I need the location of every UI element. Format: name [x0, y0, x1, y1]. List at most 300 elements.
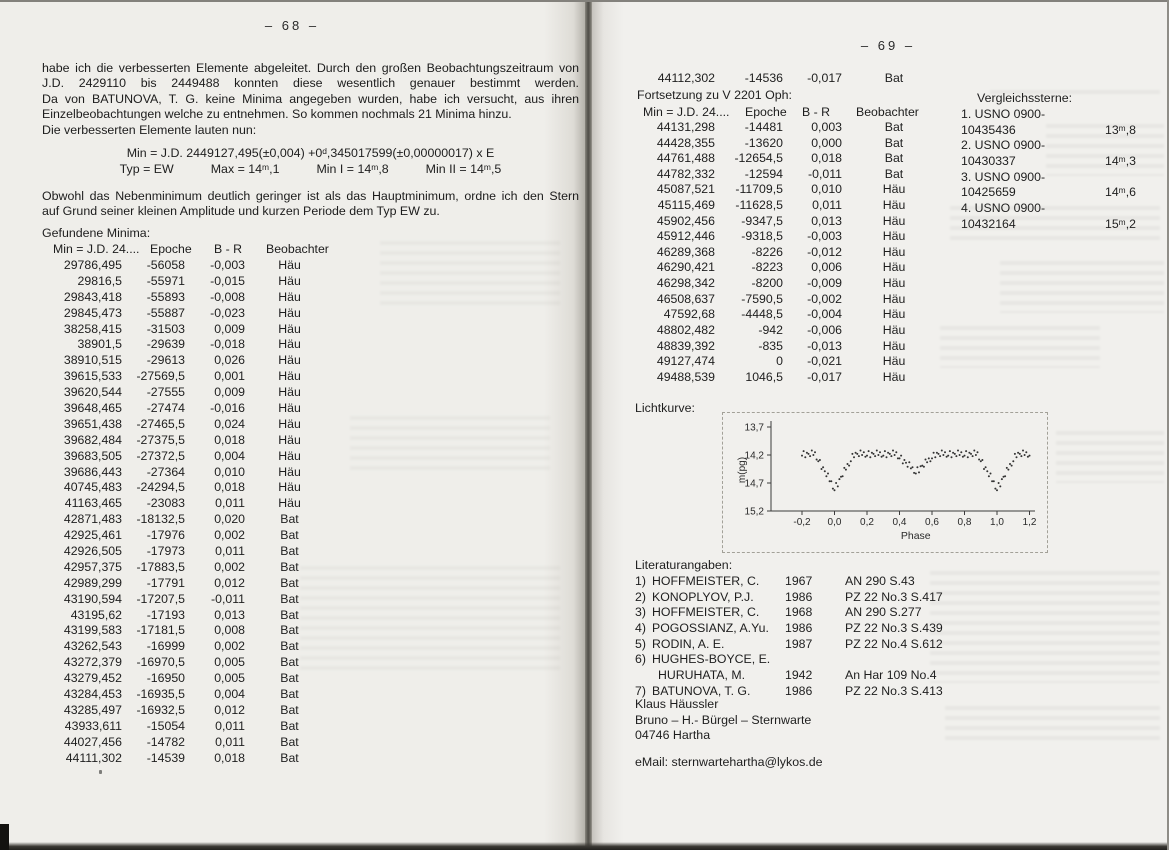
- reference-ref: An Har 109 No.4: [845, 668, 937, 683]
- paragraph-line: auf Grund seiner kleinen Amplitude und kurzen Periode dem Typ EW zu.: [42, 204, 440, 219]
- reference-item: [635, 637, 943, 653]
- reference-year: [785, 652, 845, 668]
- column-header-epoche: Epoche: [150, 242, 192, 256]
- svg-text:15,2: 15,2: [744, 506, 764, 518]
- lightcurve-title: Lichtkurve:: [635, 401, 695, 415]
- table-cell: -0,023: [210, 305, 245, 320]
- star-magnitude: 14ᵐ,3: [1105, 154, 1136, 169]
- paragraph-line: Die verbesserten Elemente lauten nun:: [42, 122, 257, 137]
- table-cell: 0,018: [214, 432, 245, 447]
- svg-text:13,7: 13,7: [744, 422, 764, 434]
- table-cell: 29786,495: [63, 258, 122, 272]
- table-cell: -16932,5: [136, 702, 185, 717]
- table-cell: 42925,461: [63, 528, 122, 543]
- minima-table-right: [642, 120, 937, 385]
- table-cell: 43262,543: [63, 639, 122, 654]
- table-cell: Häu: [882, 322, 906, 337]
- table-cell: -17791: [146, 575, 185, 590]
- table-cell: 0,012: [214, 575, 245, 590]
- star-catalog-id: 10435436: [961, 122, 1016, 137]
- star-magnitude: 15ᵐ,2: [1105, 216, 1136, 231]
- carryover-table-row: [642, 71, 937, 87]
- svg-text:0,2: 0,2: [860, 517, 874, 528]
- table-cell: 43199,583: [63, 623, 122, 638]
- table-cell: 0,002: [214, 559, 245, 574]
- reference-item: [635, 590, 943, 606]
- table-row: [50, 512, 332, 528]
- reference-ref: AN 290 S.277: [845, 605, 922, 620]
- table-cell: -14481: [744, 120, 783, 134]
- reference-year: 1986: [785, 589, 813, 604]
- svg-text:0,4: 0,4: [892, 517, 907, 528]
- svg-text:0,8: 0,8: [957, 517, 972, 528]
- table-cell: 40745,483: [63, 480, 122, 495]
- table-cell: -8223: [751, 260, 783, 275]
- table-row: [50, 274, 332, 290]
- table-cell: 44428,355: [656, 135, 715, 150]
- table-row: [50, 290, 332, 306]
- table-cell: Häu: [882, 354, 906, 369]
- table-row: [50, 337, 332, 353]
- table-row: [642, 182, 937, 198]
- star-magnitude: 13ᵐ,8: [1105, 122, 1136, 137]
- table-cell: Häu: [882, 369, 906, 384]
- table-cell: -8200: [751, 276, 783, 291]
- paragraph-line: Obwohl das Nebenminimum deutlich geringer ist als das Hauptminimum, ordne ich den Stern: [42, 189, 579, 203]
- star-catalog-id: 10430337: [961, 154, 1016, 169]
- column-header-beobachter: Beobachter: [856, 105, 919, 119]
- table-cell: Häu: [278, 353, 301, 368]
- table-cell: Häu: [278, 258, 301, 272]
- book-fold-shadow: [585, 0, 592, 850]
- table-cell: -0,017: [807, 71, 842, 85]
- table-cell: Bat: [884, 166, 904, 181]
- star-catalog-id: 10425659: [961, 185, 1016, 200]
- table-cell: Häu: [882, 338, 906, 353]
- table-row: [642, 307, 937, 323]
- page-number-left: – 68 –: [264, 18, 320, 33]
- table-cell: -0,008: [210, 289, 245, 304]
- table-cell: 46298,342: [656, 276, 715, 291]
- table-row: [50, 639, 332, 655]
- table-cell: Bat: [884, 151, 904, 166]
- table-cell: 0,008: [214, 623, 245, 638]
- reference-num: 1): [635, 574, 646, 588]
- table-row: [50, 385, 332, 401]
- table-cell: Häu: [278, 369, 301, 384]
- svg-text:0,6: 0,6: [925, 517, 939, 528]
- table-cell: -0,009: [807, 276, 842, 291]
- column-header-br: B - R: [214, 242, 243, 256]
- table-cell: -0,012: [807, 244, 842, 259]
- table-row: [642, 245, 937, 261]
- star-catalog-prefix: 3. USNO 0900-: [961, 169, 1046, 184]
- table-cell: -18132,5: [136, 512, 185, 527]
- table-cell: 43933,611: [64, 718, 122, 733]
- table-cell: 0,011: [215, 544, 245, 559]
- table-cell: -16950: [146, 671, 185, 686]
- table-cell: 43279,452: [63, 671, 122, 686]
- table-row: [642, 71, 937, 87]
- table-cell: Häu: [278, 448, 301, 463]
- table-cell: 0,018: [214, 480, 245, 495]
- table-cell: -0,011: [211, 591, 245, 606]
- table-cell: Häu: [882, 276, 906, 291]
- reference-item: [635, 652, 943, 668]
- table-cell: 44782,332: [656, 166, 715, 181]
- reference-ref: PZ 22 No.3 S.417: [845, 589, 943, 604]
- table-row: [642, 198, 937, 214]
- svg-text:14,2: 14,2: [744, 450, 764, 462]
- svg-text:Phase: Phase: [900, 530, 931, 542]
- table-cell: 0,011: [215, 496, 245, 511]
- comparison-star-item: [961, 170, 1161, 201]
- reference-ref: PZ 22 No.3 S.413: [845, 683, 943, 698]
- reference-ref: [845, 652, 943, 668]
- table-cell: 0,004: [214, 687, 245, 702]
- table-row: [642, 339, 937, 355]
- table-cell: 29845,473: [63, 305, 122, 320]
- min2-value: Min II = 14ᵐ,5: [425, 162, 502, 176]
- table-cell: 39651,438: [63, 416, 122, 431]
- reference-name: RODIN, A. E.: [652, 636, 725, 651]
- table-cell: -0,018: [210, 337, 245, 352]
- table-cell: 38258,415: [63, 321, 122, 336]
- table-cell: Häu: [278, 496, 301, 511]
- table-cell: 29816,5: [77, 273, 122, 288]
- table-cell: -27375,5: [136, 432, 185, 447]
- table-row: [642, 323, 937, 339]
- reference-num: 4): [635, 621, 646, 636]
- table-cell: 29843,418: [63, 289, 122, 304]
- table-cell: 39615,533: [63, 369, 122, 384]
- elements-formula-line: Min = J.D. 2449127,495(±0,004) +0ᵈ,345017599(±0,00000017) x E: [126, 146, 495, 160]
- minima-table-title: Gefundene Minima:: [42, 226, 151, 240]
- table-row: [50, 480, 332, 496]
- reference-ref: PZ 22 No.3 S.439: [845, 621, 943, 636]
- svg-text:0,0: 0,0: [827, 517, 842, 528]
- table-cell: 43195,62: [70, 607, 122, 622]
- star-magnitude: 14ᵐ,6: [1105, 185, 1136, 200]
- table-cell: Häu: [882, 213, 906, 228]
- table-cell: 45902,456: [656, 213, 715, 228]
- table-row: [50, 576, 332, 592]
- reference-item: [635, 621, 943, 637]
- reference-year: 1967: [785, 574, 813, 588]
- table-cell: 0,010: [214, 464, 245, 479]
- table-row: [50, 465, 332, 481]
- intro-paragraph: [42, 61, 579, 138]
- table-cell: 44111,302: [65, 750, 122, 765]
- table-cell: 0,012: [214, 702, 245, 717]
- table-cell: Häu: [278, 289, 301, 304]
- table-cell: 39648,465: [63, 401, 122, 416]
- reference-name: BATUNOVA, T. G.: [652, 683, 751, 698]
- table-cell: 0,002: [214, 528, 245, 543]
- contact-city: 04746 Hartha: [635, 728, 711, 742]
- table-cell: 45912,446: [656, 229, 715, 244]
- table-row: [50, 687, 332, 703]
- reference-item: [635, 668, 943, 684]
- reference-year: 1987: [785, 636, 813, 651]
- contact-name: Klaus Häussler: [635, 697, 719, 711]
- table-cell: -0,003: [210, 258, 245, 272]
- table-cell: 47592,68: [663, 307, 715, 322]
- table-cell: 49488,539: [656, 369, 715, 384]
- table-cell: 0,009: [214, 385, 245, 400]
- scan-speck: [99, 770, 102, 774]
- table-cell: -11628,5: [735, 198, 783, 213]
- paragraph-line: Einzelbeobachtungen welche zu entnehmen. So kommen nochmals 21 Minima hinzu.: [42, 107, 512, 122]
- paragraph-line: J.D. 2429110 bis 2449488 konnten diese wesentlich genauer bestimmt werden.: [42, 76, 579, 91]
- table-cell: Häu: [882, 198, 906, 213]
- reference-num: 3): [635, 605, 646, 620]
- table-cell: -12654,5: [734, 151, 783, 166]
- table-cell: 0,005: [214, 671, 245, 686]
- column-header-beobachter: Beobachter: [266, 242, 329, 256]
- column-header-epoche: Epoche: [745, 105, 787, 119]
- table-cell: Bat: [280, 687, 299, 702]
- table-cell: Bat: [280, 607, 299, 622]
- table-cell: -17193: [146, 607, 185, 622]
- table-row: [642, 167, 937, 183]
- table-cell: 42926,505: [63, 544, 122, 559]
- lightcurve-figure: [722, 412, 1048, 553]
- table-cell: -24294,5: [136, 480, 185, 495]
- type-max-min-line: [42, 162, 579, 176]
- table-cell: 0,006: [811, 260, 842, 275]
- table-cell: Bat: [280, 718, 299, 733]
- table-cell: -27569,5: [136, 369, 185, 384]
- comparison-star-item: [961, 201, 1161, 232]
- table-cell: -16935,5: [136, 687, 185, 702]
- table-row: [50, 703, 332, 719]
- table-cell: Häu: [278, 416, 301, 431]
- table-cell: 38901,5: [77, 337, 122, 352]
- table-cell: 43272,379: [63, 655, 122, 670]
- table-cell: -0,021: [807, 354, 842, 369]
- table-row: [642, 276, 937, 292]
- table-cell: -27372,5: [136, 448, 185, 463]
- svg-text:m(pg): m(pg): [737, 456, 748, 484]
- minima-table-left: [50, 258, 332, 767]
- table-cell: Häu: [278, 305, 301, 320]
- table-cell: Bat: [280, 512, 299, 527]
- table-row: [642, 136, 937, 152]
- scan-corner-mark: [0, 824, 9, 850]
- table-cell: -27364: [146, 464, 185, 479]
- table-row: [50, 592, 332, 608]
- contact-observatory: Bruno – H.- Bürgel – Sternwarte: [635, 712, 812, 727]
- star-catalog-prefix: 1. USNO 0900-: [961, 107, 1046, 121]
- table-cell: -11709,5: [735, 182, 783, 197]
- table-cell: 0,002: [214, 639, 245, 654]
- table-cell: 43190,594: [63, 591, 122, 606]
- table-cell: Häu: [882, 307, 906, 322]
- table-cell: -0,017: [807, 369, 842, 384]
- table-cell: Bat: [280, 750, 299, 765]
- table-cell: 45115,469: [657, 198, 715, 213]
- table-cell: 46508,637: [656, 291, 715, 306]
- table-cell: -29639: [146, 337, 185, 352]
- classification-paragraph: [42, 189, 579, 220]
- table-cell: 0,024: [214, 416, 245, 431]
- reference-year: 1968: [785, 605, 813, 620]
- table-cell: 0,000: [811, 135, 842, 150]
- table-row: [50, 401, 332, 417]
- reference-year: 1986: [785, 683, 813, 698]
- table-cell: 0,011: [812, 198, 842, 213]
- comparison-stars-title: Vergleichssterne:: [977, 91, 1073, 105]
- table-cell: -0,015: [210, 273, 245, 288]
- table-cell: 0,009: [214, 321, 245, 336]
- table-cell: 0,020: [214, 512, 245, 527]
- table-cell: -16999: [146, 639, 185, 654]
- table-row: [50, 544, 332, 560]
- table-cell: -14782: [146, 734, 185, 749]
- reference-year: 1942: [785, 668, 813, 683]
- table-cell: -942: [758, 322, 783, 337]
- table-cell: 0: [776, 354, 783, 369]
- column-header-br: B - R: [802, 105, 831, 119]
- table-cell: 44761,488: [656, 151, 715, 166]
- svg-text:14,7: 14,7: [744, 478, 764, 490]
- table-cell: Häu: [882, 260, 906, 275]
- table-cell: Bat: [884, 71, 904, 85]
- table-cell: Bat: [280, 623, 299, 638]
- table-row: [50, 655, 332, 671]
- table-cell: 0,026: [214, 353, 245, 368]
- table-cell: 44131,298: [656, 120, 715, 134]
- table-row: [50, 433, 332, 449]
- table-row: [50, 449, 332, 465]
- table-cell: 0,011: [215, 734, 245, 749]
- svg-text:1,2: 1,2: [1022, 517, 1037, 528]
- reference-name: KONOPLYOV, P.J.: [652, 589, 754, 604]
- email-line: eMail: sternwartehartha@lykos.de: [635, 755, 823, 769]
- reference-num: 5): [635, 636, 646, 651]
- table-row: [50, 671, 332, 687]
- paragraph-line: Da von BATUNOVA, T. G. keine Minima angegeben wurden, habe ich versucht, aus ihren: [42, 91, 579, 106]
- star-catalog-id: 10432164: [961, 216, 1016, 231]
- table-cell: Häu: [278, 401, 301, 416]
- table-row: [642, 292, 937, 308]
- table-row: [642, 229, 937, 245]
- comparison-star-item: [961, 138, 1161, 169]
- table-row: [642, 120, 937, 136]
- paragraph-line: habe ich die verbesserten Elemente abgeleitet. Durch den großen Beobachtungszeitraum von: [42, 61, 579, 75]
- table-cell: -56058: [146, 258, 185, 272]
- table-cell: Bat: [280, 575, 299, 590]
- comparison-star-item: [961, 107, 1161, 138]
- table-cell: Bat: [280, 544, 299, 559]
- table-cell: -55887: [146, 305, 185, 320]
- table-cell: -29613: [146, 353, 185, 368]
- table-cell: Bat: [884, 135, 904, 150]
- table-cell: 0,010: [811, 182, 842, 197]
- table-cell: -17976: [146, 528, 185, 543]
- table-cell: Häu: [882, 291, 906, 306]
- table-cell: Bat: [280, 702, 299, 717]
- table-cell: 0,011: [215, 718, 245, 733]
- table-cell: 48802,482: [656, 322, 715, 337]
- lightcurve-chart: [723, 413, 1047, 552]
- table-cell: -55971: [146, 273, 185, 288]
- column-header-jd: Min = J.D. 24....: [643, 105, 730, 119]
- reference-num: 7): [635, 683, 646, 698]
- table-cell: 0,018: [811, 151, 842, 166]
- table-cell: -0,004: [807, 307, 842, 322]
- table-cell: -13620: [744, 135, 783, 150]
- table-cell: 42957,375: [63, 559, 122, 574]
- table-cell: 39686,443: [63, 464, 122, 479]
- reference-item: [635, 605, 943, 621]
- table-row: [642, 151, 937, 167]
- table-cell: -17181,5: [136, 623, 185, 638]
- table-cell: 46290,421: [656, 260, 715, 275]
- table-cell: Häu: [278, 464, 301, 479]
- svg-text:1,0: 1,0: [990, 517, 1004, 528]
- table-cell: -17973: [146, 544, 185, 559]
- table-row: [50, 306, 332, 322]
- table-cell: -0,016: [210, 401, 245, 416]
- table-cell: Häu: [278, 385, 301, 400]
- table-cell: 41163,465: [64, 496, 122, 511]
- table-cell: 39682,484: [63, 432, 122, 447]
- reference-ref: AN 290 S.43: [845, 574, 915, 588]
- table-row: [50, 417, 332, 433]
- table-row: [50, 560, 332, 576]
- svg-text:-0,2: -0,2: [793, 517, 811, 528]
- table-cell: Bat: [280, 528, 299, 543]
- reference-item: [635, 574, 943, 590]
- table-cell: Häu: [882, 244, 906, 259]
- table-row: [50, 751, 332, 767]
- table-cell: -8226: [751, 244, 783, 259]
- table-row: [642, 260, 937, 276]
- scan-edge-bottom: [0, 842, 1169, 850]
- reference-num: 2): [635, 589, 646, 604]
- type-value: Typ = EW: [119, 162, 174, 176]
- table-cell: -9347,5: [741, 213, 783, 228]
- scan-edge-top: [0, 0, 1169, 2]
- table-cell: 38910,515: [63, 353, 122, 368]
- table-cell: 48839,392: [656, 338, 715, 353]
- reference-name: HUGHES-BOYCE, E.: [652, 652, 771, 667]
- reference-name: POGOSSIANZ, A.Yu.: [652, 621, 769, 636]
- table-cell: -7590,5: [741, 291, 783, 306]
- table-cell: -17207,5: [136, 591, 185, 606]
- table-cell: 0,005: [214, 655, 245, 670]
- references-list: [635, 574, 943, 700]
- max-value: Max = 14ᵐ,1: [210, 162, 280, 176]
- table-cell: Bat: [280, 559, 299, 574]
- table-row: [642, 354, 937, 370]
- reference-num: [635, 668, 652, 684]
- table-cell: Häu: [278, 321, 301, 336]
- table-row: [642, 370, 937, 386]
- table-cell: -4448,5: [741, 307, 783, 322]
- table-cell: 43284,453: [63, 687, 122, 702]
- table-row: [50, 735, 332, 751]
- star-catalog-prefix: 2. USNO 0900-: [961, 138, 1046, 153]
- page-number-right: – 69 –: [860, 38, 916, 53]
- references-title: Literaturangaben:: [635, 558, 733, 572]
- table-cell: Häu: [278, 480, 301, 495]
- table-cell: -835: [758, 338, 783, 353]
- table-cell: 0,004: [214, 448, 245, 463]
- table-cell: -0,003: [807, 229, 842, 244]
